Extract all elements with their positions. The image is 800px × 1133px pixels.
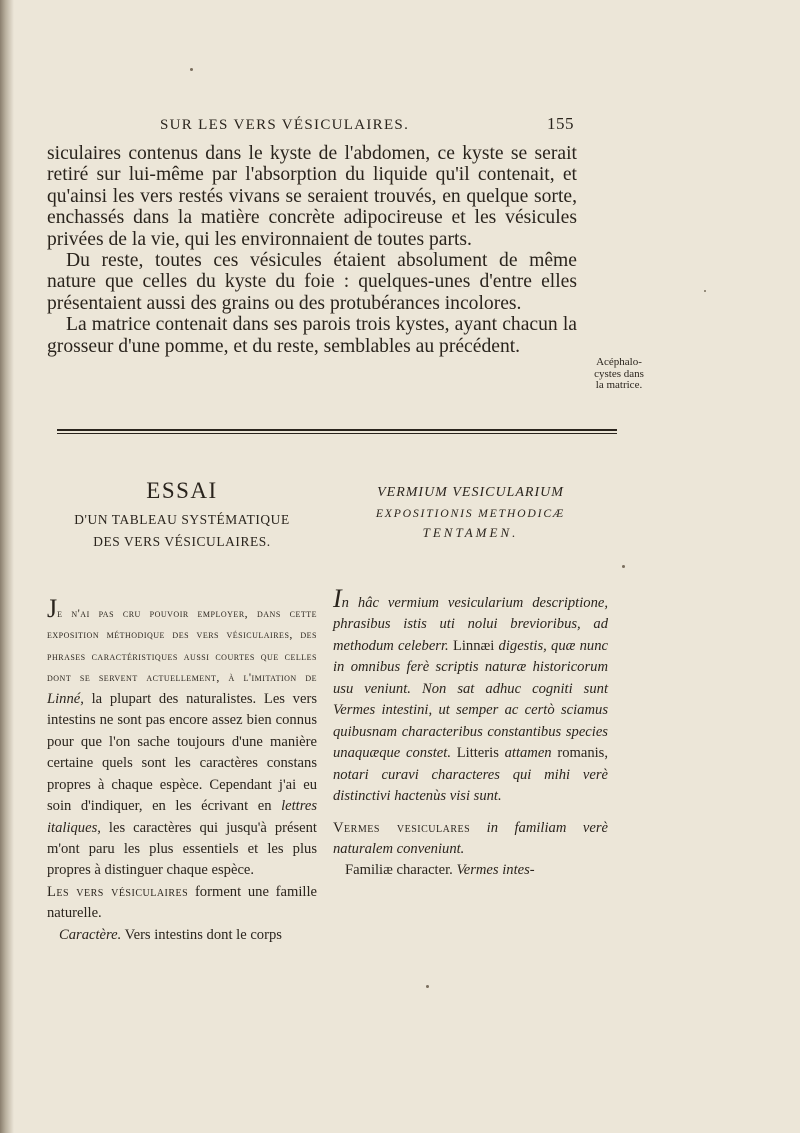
french-paragraph-intro bbox=[47, 594, 317, 882]
latin-column bbox=[333, 478, 608, 882]
latin-paragraph-character bbox=[333, 860, 608, 881]
margin-note bbox=[583, 357, 655, 392]
paper-speck bbox=[426, 985, 429, 988]
french-paragraph-caractere bbox=[47, 925, 317, 946]
french-famille-text: forment une famille naturelle. bbox=[47, 883, 317, 922]
drop-cap: I bbox=[333, 584, 342, 613]
french-intro-text: e n'ai pas cru pouvoir employer, dans cette exposition méthodique des vers vésiculaires, des phrases caractéristiques aussi courtes que celles dont se servent actuellement, à l'imitation de bbox=[47, 606, 317, 685]
latin-paragraph-intro bbox=[333, 584, 608, 808]
french-column bbox=[47, 478, 317, 946]
latin-heading-tentamen: TENTAMEN. bbox=[422, 525, 519, 540]
latin-intro-text-4: notari curavi characteres qui mihi verè distinctivi hactenùs visi sunt. bbox=[333, 766, 608, 805]
section-rule-thin bbox=[57, 433, 617, 434]
french-heading-tableau: D'UN TABLEAU SYSTÉMATIQUE bbox=[74, 512, 290, 527]
drop-cap: J bbox=[47, 594, 58, 623]
french-heading-essai: ESSAI bbox=[146, 478, 218, 503]
page-spine-shadow bbox=[0, 0, 14, 1133]
latin-character-text: Vermes intes- bbox=[452, 862, 535, 879]
paragraph-continuation: siculaires contenus dans le kyste de l'abdomen, ce kyste se serait retiré sur lui-même par l'absorption du liquide qu'il contenait, et qu'ainsi les vers restés vivans se seraient trouvés, en quelque sorte, enchassés dans la matière concrète adipocireuse et les vésicules privées de la vie, qui les environnaient de toutes parts. bbox=[47, 143, 577, 250]
page-number: 155 bbox=[547, 114, 574, 133]
latin-vermes-vesiculares: Vermes vesiculares bbox=[333, 819, 471, 836]
running-head-title: SUR LES VERS VÉSICULAIRES. bbox=[160, 117, 410, 133]
latin-intro-text-b: us, ad methodum celeberr. bbox=[333, 616, 608, 654]
french-lettres-italiques: lettres italiques bbox=[47, 798, 317, 836]
section-rule-thick bbox=[57, 429, 617, 431]
latin-intro-text: n hâc vermium vesicularium descriptione, phrasibus istis uti nolui breviorib bbox=[333, 595, 608, 633]
latin-litteris: Litteris bbox=[456, 745, 499, 762]
french-intro-text-2: , la plupart des naturalistes. Les vers intestins ne sont pas encore assez bien connus pour que l'on sache toujours d'une manière certaine quels sont les caractères constans propres à chaque espèce. Cependant j'ai eu soin d'indiquer, en les écrivant en bbox=[47, 690, 317, 815]
latin-familia-text: in familiam verè naturalem conveniunt. bbox=[333, 819, 608, 857]
latin-linnaei: Linnæi bbox=[452, 637, 495, 654]
french-caractere-label: Caractère. bbox=[59, 926, 122, 943]
french-caractere-text: Vers intestins dont le corps bbox=[121, 926, 282, 943]
margin-note-line: Acéphalo- bbox=[596, 356, 642, 368]
latin-intro-text-3: attamen bbox=[498, 745, 558, 762]
latin-intro-text-2: digestis, quæ nunc in omnibus ferè scriptis naturæ historicorum usu veniunt. Non sat adhuc cogniti sunt Vermes intestini, ut semper ac certò sciamus quibusnam characteribus constantibus species unaquæque constet. bbox=[333, 637, 608, 762]
paragraph-vesicles: Du reste, toutes ces vésicules étaient absolument de même nature que celles du kyste du foie : quelques-unes d'entre elles présentaient aussi des grains ou des protubérances incolores. bbox=[47, 250, 577, 314]
latin-familiae-character: Familiæ character. bbox=[345, 862, 453, 879]
latin-paragraph-familia bbox=[333, 818, 608, 861]
paper-speck bbox=[190, 68, 193, 71]
paper-speck bbox=[704, 290, 706, 292]
running-head bbox=[160, 114, 574, 137]
latin-romanis: romanis, bbox=[557, 745, 608, 762]
french-linne: Linné bbox=[47, 690, 81, 707]
french-vers-vesiculaires: Les vers vésiculaires bbox=[47, 883, 189, 900]
main-text bbox=[47, 143, 577, 357]
margin-note-line: la matrice. bbox=[595, 379, 643, 391]
margin-note-line: cystes dans bbox=[594, 367, 644, 380]
french-intro-text-3: , les caractères qui jusqu'à présent m'ont paru les plus essentiels et les plus propres à distinguer chaque espèce. bbox=[47, 819, 317, 879]
french-paragraph-famille bbox=[47, 882, 317, 925]
latin-heading-expositionis: EXPOSITIONIS METHODICÆ bbox=[375, 507, 566, 520]
paper-speck bbox=[622, 565, 625, 568]
latin-heading-vermium: VERMIUM VESICULARIUM bbox=[377, 485, 564, 500]
french-heading-vers: DES VERS VÉSICULAIRES. bbox=[93, 534, 271, 549]
paragraph-matrice: La matrice contenait dans ses parois trois kystes, ayant chacun la grosseur d'une pomme, et du reste, semblables au précédent. bbox=[47, 314, 577, 357]
